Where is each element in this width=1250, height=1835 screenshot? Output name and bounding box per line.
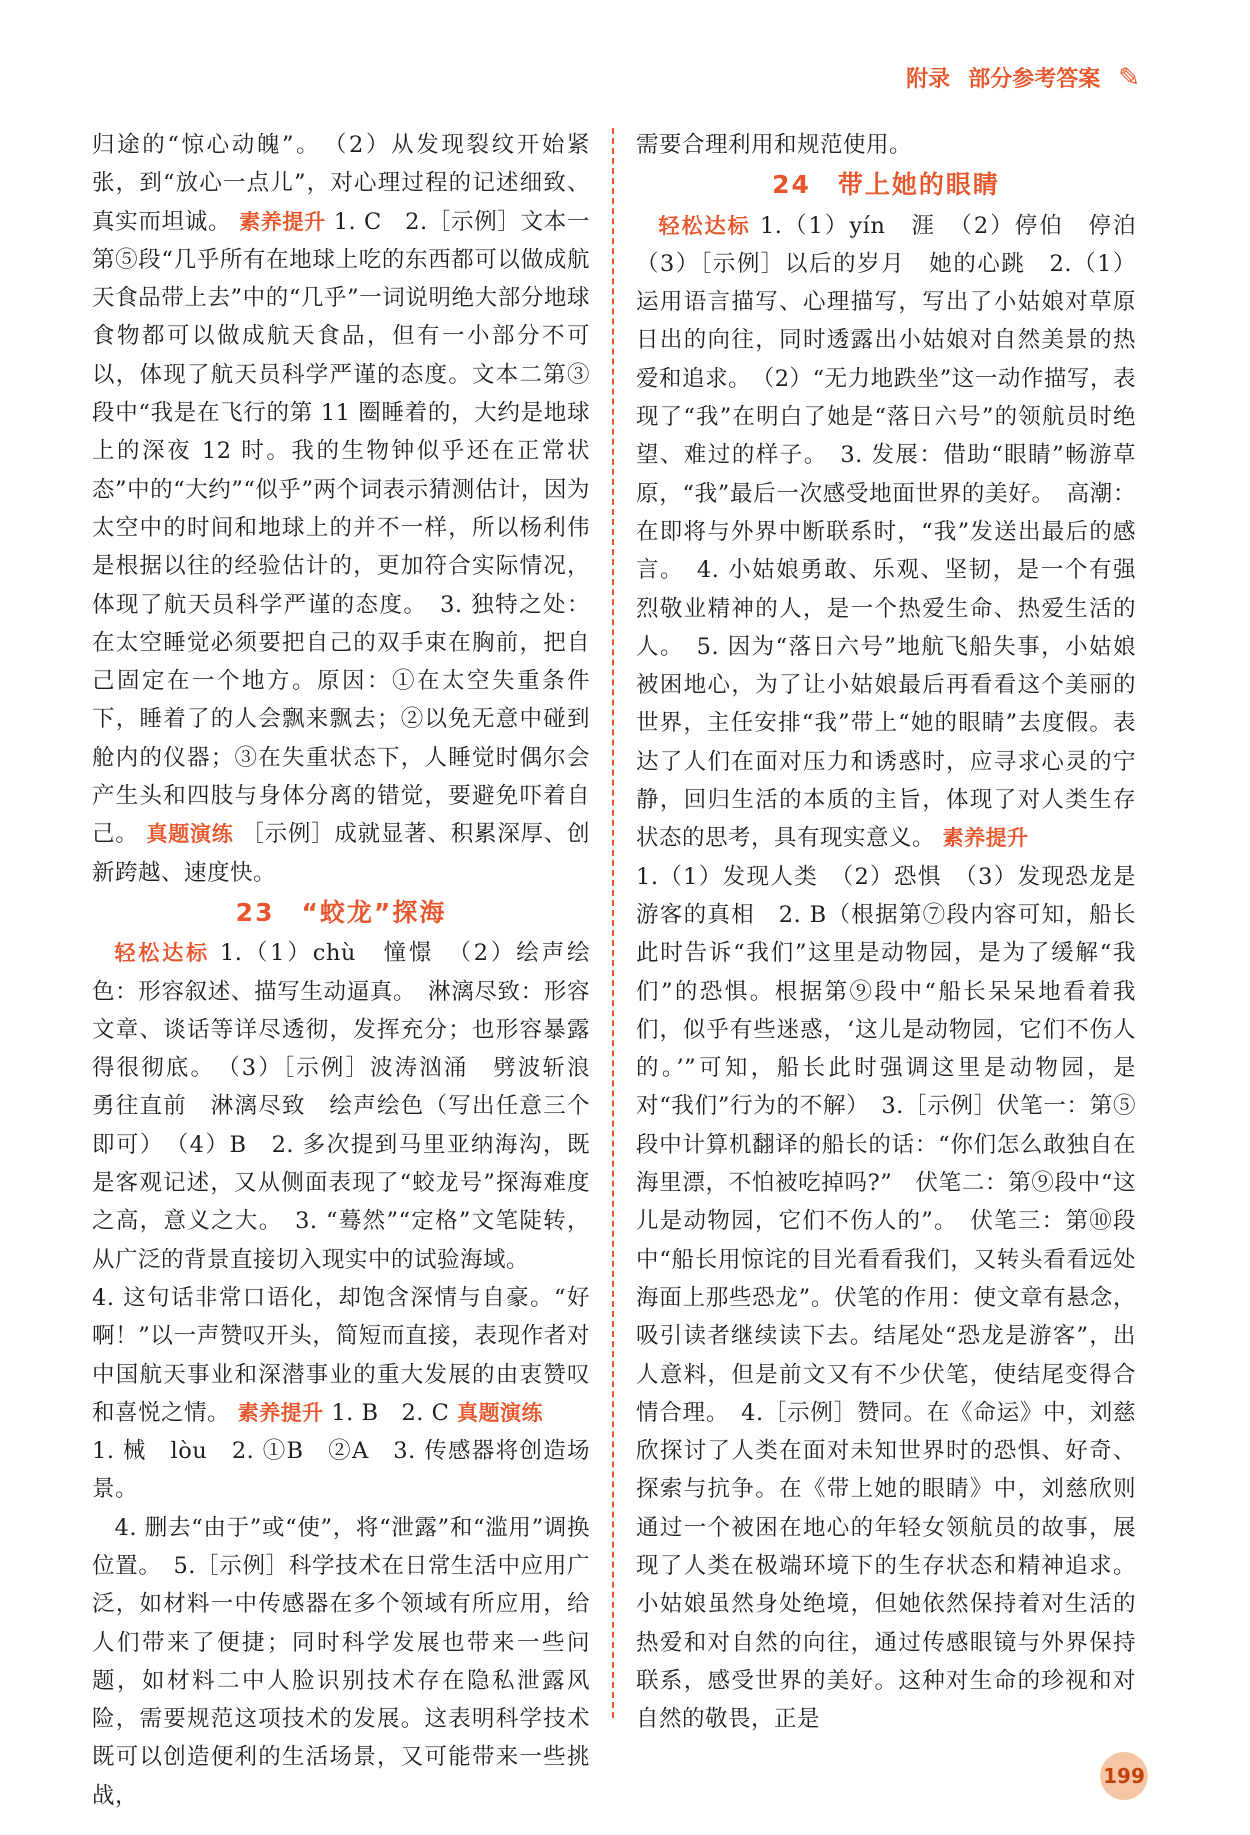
text: 归途的“惊心动魄”。 （2）从发现裂纹开始紧张，到“放心一点儿”，对心理过程的记述细致、真实而坦诚。 bbox=[92, 132, 590, 235]
text: 1. 械 lòu 2. ①B ②A 3. 传感器将创造场景。 bbox=[92, 1438, 590, 1503]
paragraph bbox=[92, 1279, 590, 1432]
section-tag: 真题演练 bbox=[456, 1400, 543, 1425]
page-number: 199 bbox=[1100, 1752, 1148, 1800]
lesson-title: 24 带上她的眼睛 bbox=[772, 170, 1000, 200]
text: 4. 删去“由于”或“使”，将“泄露”和“滥用”调换位置。 5.［示例］科学技术在日常生活中应用广泛，如材料一中传感器在多个领域有所应用，给人们带来了便捷；同时科学发展也带来一些问题，如材料二中人脸识别技术存在隐私泄露风险，需要规范这项技术的发展。这表明科学技术既可以创造便利的生活场景，又可能带来一些挑战， bbox=[92, 1514, 590, 1809]
paragraph bbox=[636, 126, 1136, 164]
column-divider bbox=[612, 128, 614, 1718]
text: 1.（1）yín 涯 （2）停伯 停泊 （3）［示例］以后的岁月 她的心跳 2.（1）运用语言描写、心理描写，写出了小姑娘对草原日出的向往，同时透露出小姑娘对自然美景的热爱和追求。 （2）“无力地跌坐”这一动作描写，表现了“我”在明白了她是“落日六号”的领航员时绝望、难过的样子。 3. 发展：借助“眼睛”畅游草原，“我”最后一次感受地面世界的美好。 高潮：在即将与外界中断联系时，“我”发送出最后的感言。 4. 小姑娘勇敢、乐观、坚韧，是一个有强烈敬业精神的人，是一个热爱生命、热爱生活的人。 5. 因为“落日六号”地航飞船失事，小姑娘被困地心，为了让小姑娘最后再看看这个美丽的世界，主任安排“我”带上“她的眼睛”去度假。表达了人们在面对压力和诱惑时，应寻求心灵的宁静，回归生活的本质的主旨，体现了对人类生存状态的思考，具有现实意义。 bbox=[636, 212, 1160, 852]
text: 1. B 2. C bbox=[331, 1399, 450, 1426]
text: 4. 这句话非常口语化，却饱含深情与自豪。“好啊！”以一声赞叹开头，简短而直接，表现作者对中国航天事业和深潜事业的重大发展的由衷赞叹和喜悦之情。 bbox=[92, 1284, 590, 1426]
pencil-icon: ✎ bbox=[1118, 62, 1140, 93]
section-tag: 真题演练 bbox=[146, 822, 234, 847]
page-header bbox=[906, 62, 1140, 93]
text: 需要合理利用和规范使用。 bbox=[636, 132, 913, 158]
text: 1. C 2.［示例］文本一第⑤段“几乎所有在地球上吃的东西都可以做成航天食品带上去”中的“几乎”一词说明绝大部分地球食物都可以做成航天食品，但有一小部分不可以，体现了航天员科学严谨的态度。文本二第③段中“我是在飞行的第 11 圈睡着的，大约是地球上的深夜 12 时。我的生物钟似乎还在正常状态”中的“大约”“似乎”两个词表示猜测估计，因为太空中的时间和地球上的并不一样，所以杨利伟是根据以往的经验估计的，更加符合实际情况，体现了航天员科学严谨的态度。 3. 独特之处：在太空睡觉必须要把自己的双手束在胸前，把自己固定在一个地方。原因：①在太空失重条件下，睡着了的人会飘来飘去；②以免无意中碰到舱内的仪器；③在失重状态下，人睡觉时偶尔会产生头和四肢与身体分离的错觉，要避免吓着自己。 bbox=[92, 208, 591, 848]
paragraph bbox=[92, 1509, 590, 1815]
paragraph bbox=[92, 1432, 590, 1509]
paragraph bbox=[636, 858, 1136, 1739]
text: 1.（1）发现人类 （2）恐惧 （3）发现恐龙是游客的真相 2. B（根据第⑦段内容可知，船长此时告诉“我们”这里是动物园，是为了缓解“我们”的恐惧。根据第⑨段中“船长呆呆地看着我们，似乎有些迷惑，‘这儿是动物园，它们不伤人的。’”可知，船长此时强调这里是动物园，是对“我们”行为的不解） 3.［示例］伏笔一：第⑤段中计算机翻译的船长的话：“你们怎么敢独自在海里漂，不怕被吃掉吗?” 伏笔二：第⑨段中“这儿是动物园，它们不伤人的”。 伏笔三：第⑩段中“船长用惊诧的目光看看我们，又转头看看远处海面上那些恐龙”。伏笔的作用：使文章有悬念，吸引读者继续读下去。结尾处“恐龙是游客”，出人意料，但是前文又有不少伏笔，使结尾变得合情合理。 4.［示例］赞同。在《命运》中，刘慈欣探讨了人类在面对未知世界时的恐惧、好奇、探索与抗争。在《带上她的眼睛》中，刘慈欣则通过一个被困在地心的年轻女领航员的故事，展现了人类在极端环境下的生存状态和精神追求。小姑娘虽然身处绝境，但她依然保持着对生活的热爱和对自然的向往，通过传感眼镜与外界保持联系，感受世界的美好。这种对生命的珍视和对自然的敬畏，正是 bbox=[636, 863, 1136, 1733]
appendix-label: 附录 bbox=[906, 67, 951, 92]
section-tag: 轻松达标 bbox=[114, 941, 210, 966]
section-tag: 素养提升 bbox=[237, 1400, 324, 1425]
text: ［示例］成就显著、积累深厚、创新跨越、速度快。 bbox=[92, 821, 590, 886]
section-tag: 轻松达标 bbox=[658, 213, 751, 238]
section-label: 部分参考答案 bbox=[968, 67, 1101, 92]
left-column bbox=[92, 126, 614, 1815]
lesson-title: 23 “蛟龙”探海 bbox=[235, 897, 447, 927]
text: 1.（1）chù 憧憬 （2）绘声绘色：形容叙述、描写生动逼真。 淋漓尽致：形容文章、谈话等详尽透彻，发挥充分；也形容暴露得很彻底。 （3）［示例］波涛汹涌 劈波斩浪 勇往直前 淋漓尽致 绘声绘色（写出任意三个即可） （4）B 2. 多次提到马里亚纳海沟，既是客观记述，又从侧面表现了“蛟龙号”探海难度之高，意义之大。 3. “蓦然”“定格”文笔陡转，从广泛的背景直接切入现实中的试验海域。 bbox=[92, 940, 614, 1273]
section-tag: 素养提升 bbox=[239, 209, 326, 234]
section-tag: 素养提升 bbox=[942, 826, 1029, 851]
paragraph bbox=[92, 934, 614, 1279]
right-column bbox=[636, 126, 1160, 1738]
paragraph bbox=[92, 126, 590, 892]
paragraph bbox=[636, 207, 1160, 858]
